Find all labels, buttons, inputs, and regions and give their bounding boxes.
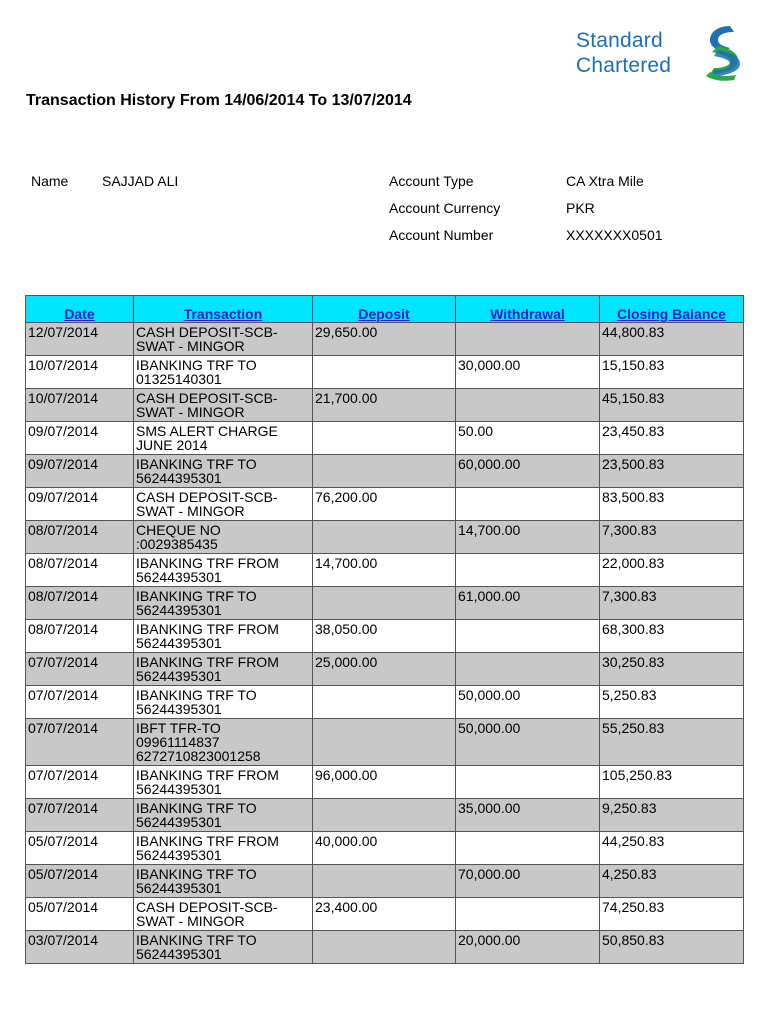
closing-balance-cell: 30,250.83 bbox=[600, 653, 744, 686]
deposit-cell bbox=[313, 587, 456, 620]
closing-balance-cell: 15,150.83 bbox=[600, 356, 744, 389]
transaction-cell: IBANKING TRF TO 01325140301 bbox=[134, 356, 313, 389]
withdrawal-cell: 30,000.00 bbox=[456, 356, 600, 389]
date-cell: 05/07/2014 bbox=[26, 898, 134, 931]
transaction-cell: CASH DEPOSIT-SCB- SWAT - MINGOR bbox=[134, 323, 313, 356]
transaction-cell: IBANKING TRF FROM 56244395301 bbox=[134, 766, 313, 799]
transaction-cell: CHEQUE NO :0029385435 bbox=[134, 521, 313, 554]
withdrawal-cell: 50,000.00 bbox=[456, 719, 600, 766]
table-row bbox=[26, 554, 744, 587]
deposit-cell bbox=[313, 521, 456, 554]
date-cell: 07/07/2014 bbox=[26, 653, 134, 686]
closing-balance-cell: 45,150.83 bbox=[600, 389, 744, 422]
transaction-cell: IBANKING TRF TO 56244395301 bbox=[134, 686, 313, 719]
table-row bbox=[26, 422, 744, 455]
table-row bbox=[26, 653, 744, 686]
deposit-cell bbox=[313, 931, 456, 964]
closing-balance-cell: 50,850.83 bbox=[600, 931, 744, 964]
withdrawal-cell bbox=[456, 389, 600, 422]
date-cell: 09/07/2014 bbox=[26, 488, 134, 521]
table-row bbox=[26, 455, 744, 488]
date-cell: 08/07/2014 bbox=[26, 521, 134, 554]
table-row bbox=[26, 389, 744, 422]
page-title: Transaction History From 14/06/2014 To 13/07/2014 bbox=[26, 92, 412, 109]
withdrawal-cell: 60,000.00 bbox=[456, 455, 600, 488]
closing-balance-cell: 4,250.83 bbox=[600, 865, 744, 898]
date-cell: 08/07/2014 bbox=[26, 620, 134, 653]
account-number-value: XXXXXXX0501 bbox=[566, 227, 663, 243]
closing-balance-cell: 68,300.83 bbox=[600, 620, 744, 653]
transaction-table bbox=[25, 295, 744, 964]
deposit-cell: 25,000.00 bbox=[313, 653, 456, 686]
table-row bbox=[26, 931, 744, 964]
transaction-cell: IBANKING TRF FROM 56244395301 bbox=[134, 832, 313, 865]
withdrawal-cell: 70,000.00 bbox=[456, 865, 600, 898]
date-cell: 03/07/2014 bbox=[26, 931, 134, 964]
column-header-withdrawal: Withdrawal bbox=[456, 296, 600, 323]
deposit-cell: 21,700.00 bbox=[313, 389, 456, 422]
closing-balance-cell: 9,250.83 bbox=[600, 799, 744, 832]
date-cell: 08/07/2014 bbox=[26, 587, 134, 620]
account-currency-label: Account Currency bbox=[389, 200, 501, 216]
closing-balance-cell: 23,450.83 bbox=[600, 422, 744, 455]
transaction-cell: CASH DEPOSIT-SCB- SWAT - MINGOR bbox=[134, 389, 313, 422]
withdrawal-cell: 50,000.00 bbox=[456, 686, 600, 719]
account-type-value: CA Xtra Mile bbox=[566, 173, 644, 189]
closing-balance-cell: 5,250.83 bbox=[600, 686, 744, 719]
withdrawal-cell: 20,000.00 bbox=[456, 931, 600, 964]
deposit-cell: 96,000.00 bbox=[313, 766, 456, 799]
withdrawal-cell bbox=[456, 323, 600, 356]
withdrawal-cell: 50.00 bbox=[456, 422, 600, 455]
date-cell: 08/07/2014 bbox=[26, 554, 134, 587]
deposit-cell: 23,400.00 bbox=[313, 898, 456, 931]
transaction-table-body bbox=[26, 323, 744, 964]
account-currency-value: PKR bbox=[566, 200, 595, 216]
transaction-cell: IBANKING TRF TO 56244395301 bbox=[134, 931, 313, 964]
closing-balance-cell: 22,000.83 bbox=[600, 554, 744, 587]
withdrawal-cell: 61,000.00 bbox=[456, 587, 600, 620]
deposit-cell bbox=[313, 686, 456, 719]
date-cell: 09/07/2014 bbox=[26, 455, 134, 488]
date-cell: 10/07/2014 bbox=[26, 356, 134, 389]
table-row bbox=[26, 686, 744, 719]
table-row bbox=[26, 799, 744, 832]
column-header-date: Date bbox=[26, 296, 134, 323]
withdrawal-cell bbox=[456, 488, 600, 521]
account-type-label: Account Type bbox=[389, 173, 474, 189]
deposit-cell bbox=[313, 865, 456, 898]
table-row bbox=[26, 832, 744, 865]
account-number-label: Account Number bbox=[389, 227, 494, 243]
transaction-cell: IBANKING TRF TO 56244395301 bbox=[134, 587, 313, 620]
brand-line-1: Standard bbox=[576, 29, 663, 52]
withdrawal-cell bbox=[456, 620, 600, 653]
table-row bbox=[26, 323, 744, 356]
transaction-cell: IBANKING TRF FROM 56244395301 bbox=[134, 620, 313, 653]
date-cell: 07/07/2014 bbox=[26, 766, 134, 799]
transaction-cell: SMS ALERT CHARGE JUNE 2014 bbox=[134, 422, 313, 455]
date-cell: 12/07/2014 bbox=[26, 323, 134, 356]
withdrawal-cell bbox=[456, 766, 600, 799]
date-cell: 10/07/2014 bbox=[26, 389, 134, 422]
table-header-row bbox=[26, 296, 744, 323]
date-cell: 09/07/2014 bbox=[26, 422, 134, 455]
table-row bbox=[26, 620, 744, 653]
withdrawal-cell: 35,000.00 bbox=[456, 799, 600, 832]
date-cell: 05/07/2014 bbox=[26, 865, 134, 898]
withdrawal-cell bbox=[456, 898, 600, 931]
transaction-cell: IBANKING TRF TO 56244395301 bbox=[134, 865, 313, 898]
deposit-cell bbox=[313, 719, 456, 766]
transaction-cell: CASH DEPOSIT-SCB- SWAT - MINGOR bbox=[134, 488, 313, 521]
brand-logo bbox=[576, 22, 746, 86]
column-header-closing-balance: Closing Balance bbox=[600, 296, 744, 323]
closing-balance-cell: 74,250.83 bbox=[600, 898, 744, 931]
table-row bbox=[26, 766, 744, 799]
transaction-cell: IBANKING TRF TO 56244395301 bbox=[134, 799, 313, 832]
column-header-deposit: Deposit bbox=[313, 296, 456, 323]
date-cell: 07/07/2014 bbox=[26, 686, 134, 719]
table-row bbox=[26, 719, 744, 766]
closing-balance-cell: 7,300.83 bbox=[600, 587, 744, 620]
table-row bbox=[26, 587, 744, 620]
column-header-transaction: Transaction bbox=[134, 296, 313, 323]
transaction-cell: IBFT TFR-TO 09961114837 6272710823001258 bbox=[134, 719, 313, 766]
deposit-cell bbox=[313, 455, 456, 488]
withdrawal-cell bbox=[456, 554, 600, 587]
table-row bbox=[26, 521, 744, 554]
transaction-cell: IBANKING TRF FROM 56244395301 bbox=[134, 653, 313, 686]
deposit-cell: 76,200.00 bbox=[313, 488, 456, 521]
date-cell: 07/07/2014 bbox=[26, 799, 134, 832]
name-value: SAJJAD ALI bbox=[102, 173, 179, 189]
closing-balance-cell: 44,800.83 bbox=[600, 323, 744, 356]
deposit-cell: 40,000.00 bbox=[313, 832, 456, 865]
transaction-cell: CASH DEPOSIT-SCB- SWAT - MINGOR bbox=[134, 898, 313, 931]
deposit-cell bbox=[313, 422, 456, 455]
transaction-cell: IBANKING TRF TO 56244395301 bbox=[134, 455, 313, 488]
withdrawal-cell bbox=[456, 653, 600, 686]
brand-line-2: Chartered bbox=[576, 54, 672, 77]
withdrawal-cell: 14,700.00 bbox=[456, 521, 600, 554]
closing-balance-cell: 55,250.83 bbox=[600, 719, 744, 766]
date-cell: 05/07/2014 bbox=[26, 832, 134, 865]
closing-balance-cell: 44,250.83 bbox=[600, 832, 744, 865]
closing-balance-cell: 83,500.83 bbox=[600, 488, 744, 521]
name-label: Name bbox=[31, 173, 69, 189]
transaction-cell: IBANKING TRF FROM 56244395301 bbox=[134, 554, 313, 587]
deposit-cell bbox=[313, 799, 456, 832]
table-row bbox=[26, 488, 744, 521]
closing-balance-cell: 105,250.83 bbox=[600, 766, 744, 799]
closing-balance-cell: 7,300.83 bbox=[600, 521, 744, 554]
table-row bbox=[26, 356, 744, 389]
table-row bbox=[26, 865, 744, 898]
deposit-cell: 29,650.00 bbox=[313, 323, 456, 356]
brand-swoosh-icon bbox=[700, 22, 744, 86]
withdrawal-cell bbox=[456, 832, 600, 865]
brand-wordmark bbox=[576, 28, 671, 78]
deposit-cell bbox=[313, 356, 456, 389]
closing-balance-cell: 23,500.83 bbox=[600, 455, 744, 488]
table-row bbox=[26, 898, 744, 931]
date-cell: 07/07/2014 bbox=[26, 719, 134, 766]
deposit-cell: 14,700.00 bbox=[313, 554, 456, 587]
deposit-cell: 38,050.00 bbox=[313, 620, 456, 653]
